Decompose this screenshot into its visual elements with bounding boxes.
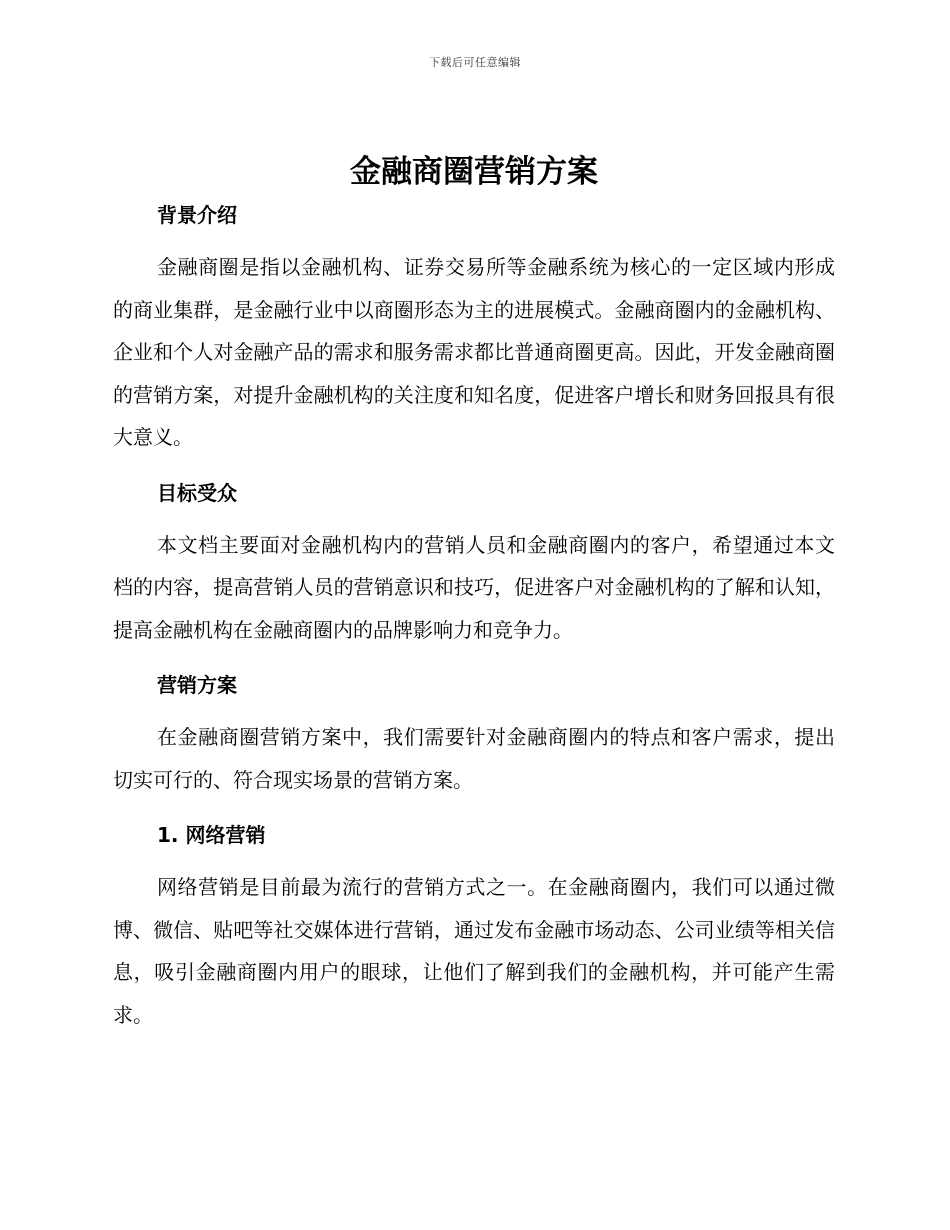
section-heading-audience: 目标受众 xyxy=(157,480,237,505)
section-paragraph-marketing-plan: 在金融商圈营销方案中，我们需要针对金融商圈内的特点和客户需求，提出切实可行的、符合现实场景的营销方案。 xyxy=(113,725,835,792)
section-paragraph-audience: 本文档主要面对金融机构内的营销人员和金融商圈内的客户，希望通过本文档的内容，提高营销人员的营销意识和技巧，促进客户对金融机构的了解和认知，提高金融机构在金融商圈内的品牌影响力和竞争力。 xyxy=(113,532,835,642)
section-paragraph-online-marketing: 网络营销是目前最为流行的营销方式之一。在金融商圈内，我们可以通过微博、微信、贴吧等社交媒体进行营销，通过发布金融市场动态、公司业绩等相关信息，吸引金融商圈内用户的眼球，让他们了解到我们的金融机构，并可能产生需求。 xyxy=(113,875,835,1027)
section-heading-online-marketing: 1. 网络营销 xyxy=(157,823,266,847)
document-title: 金融商圈营销方案 xyxy=(350,154,598,190)
document-body xyxy=(113,148,835,1036)
header-note: 下载后可任意编辑 xyxy=(429,56,521,69)
section-heading-marketing-plan: 营销方案 xyxy=(157,673,237,697)
section-heading-background: 背景介绍 xyxy=(157,203,237,227)
section-paragraph-background: 金融商圈是指以金融机构、证券交易所等金融系统为核心的一定区域内形成的商业集群，是金融行业中以商圈形态为主的进展模式。金融商圈内的金融机构、企业和个人对金融产品的需求和服务需求都比普通商圈更高。因此，开发金融商圈的营销方案，对提升金融机构的关注度和知名度，促进客户增长和财务回报具有很大意义。 xyxy=(113,255,835,449)
